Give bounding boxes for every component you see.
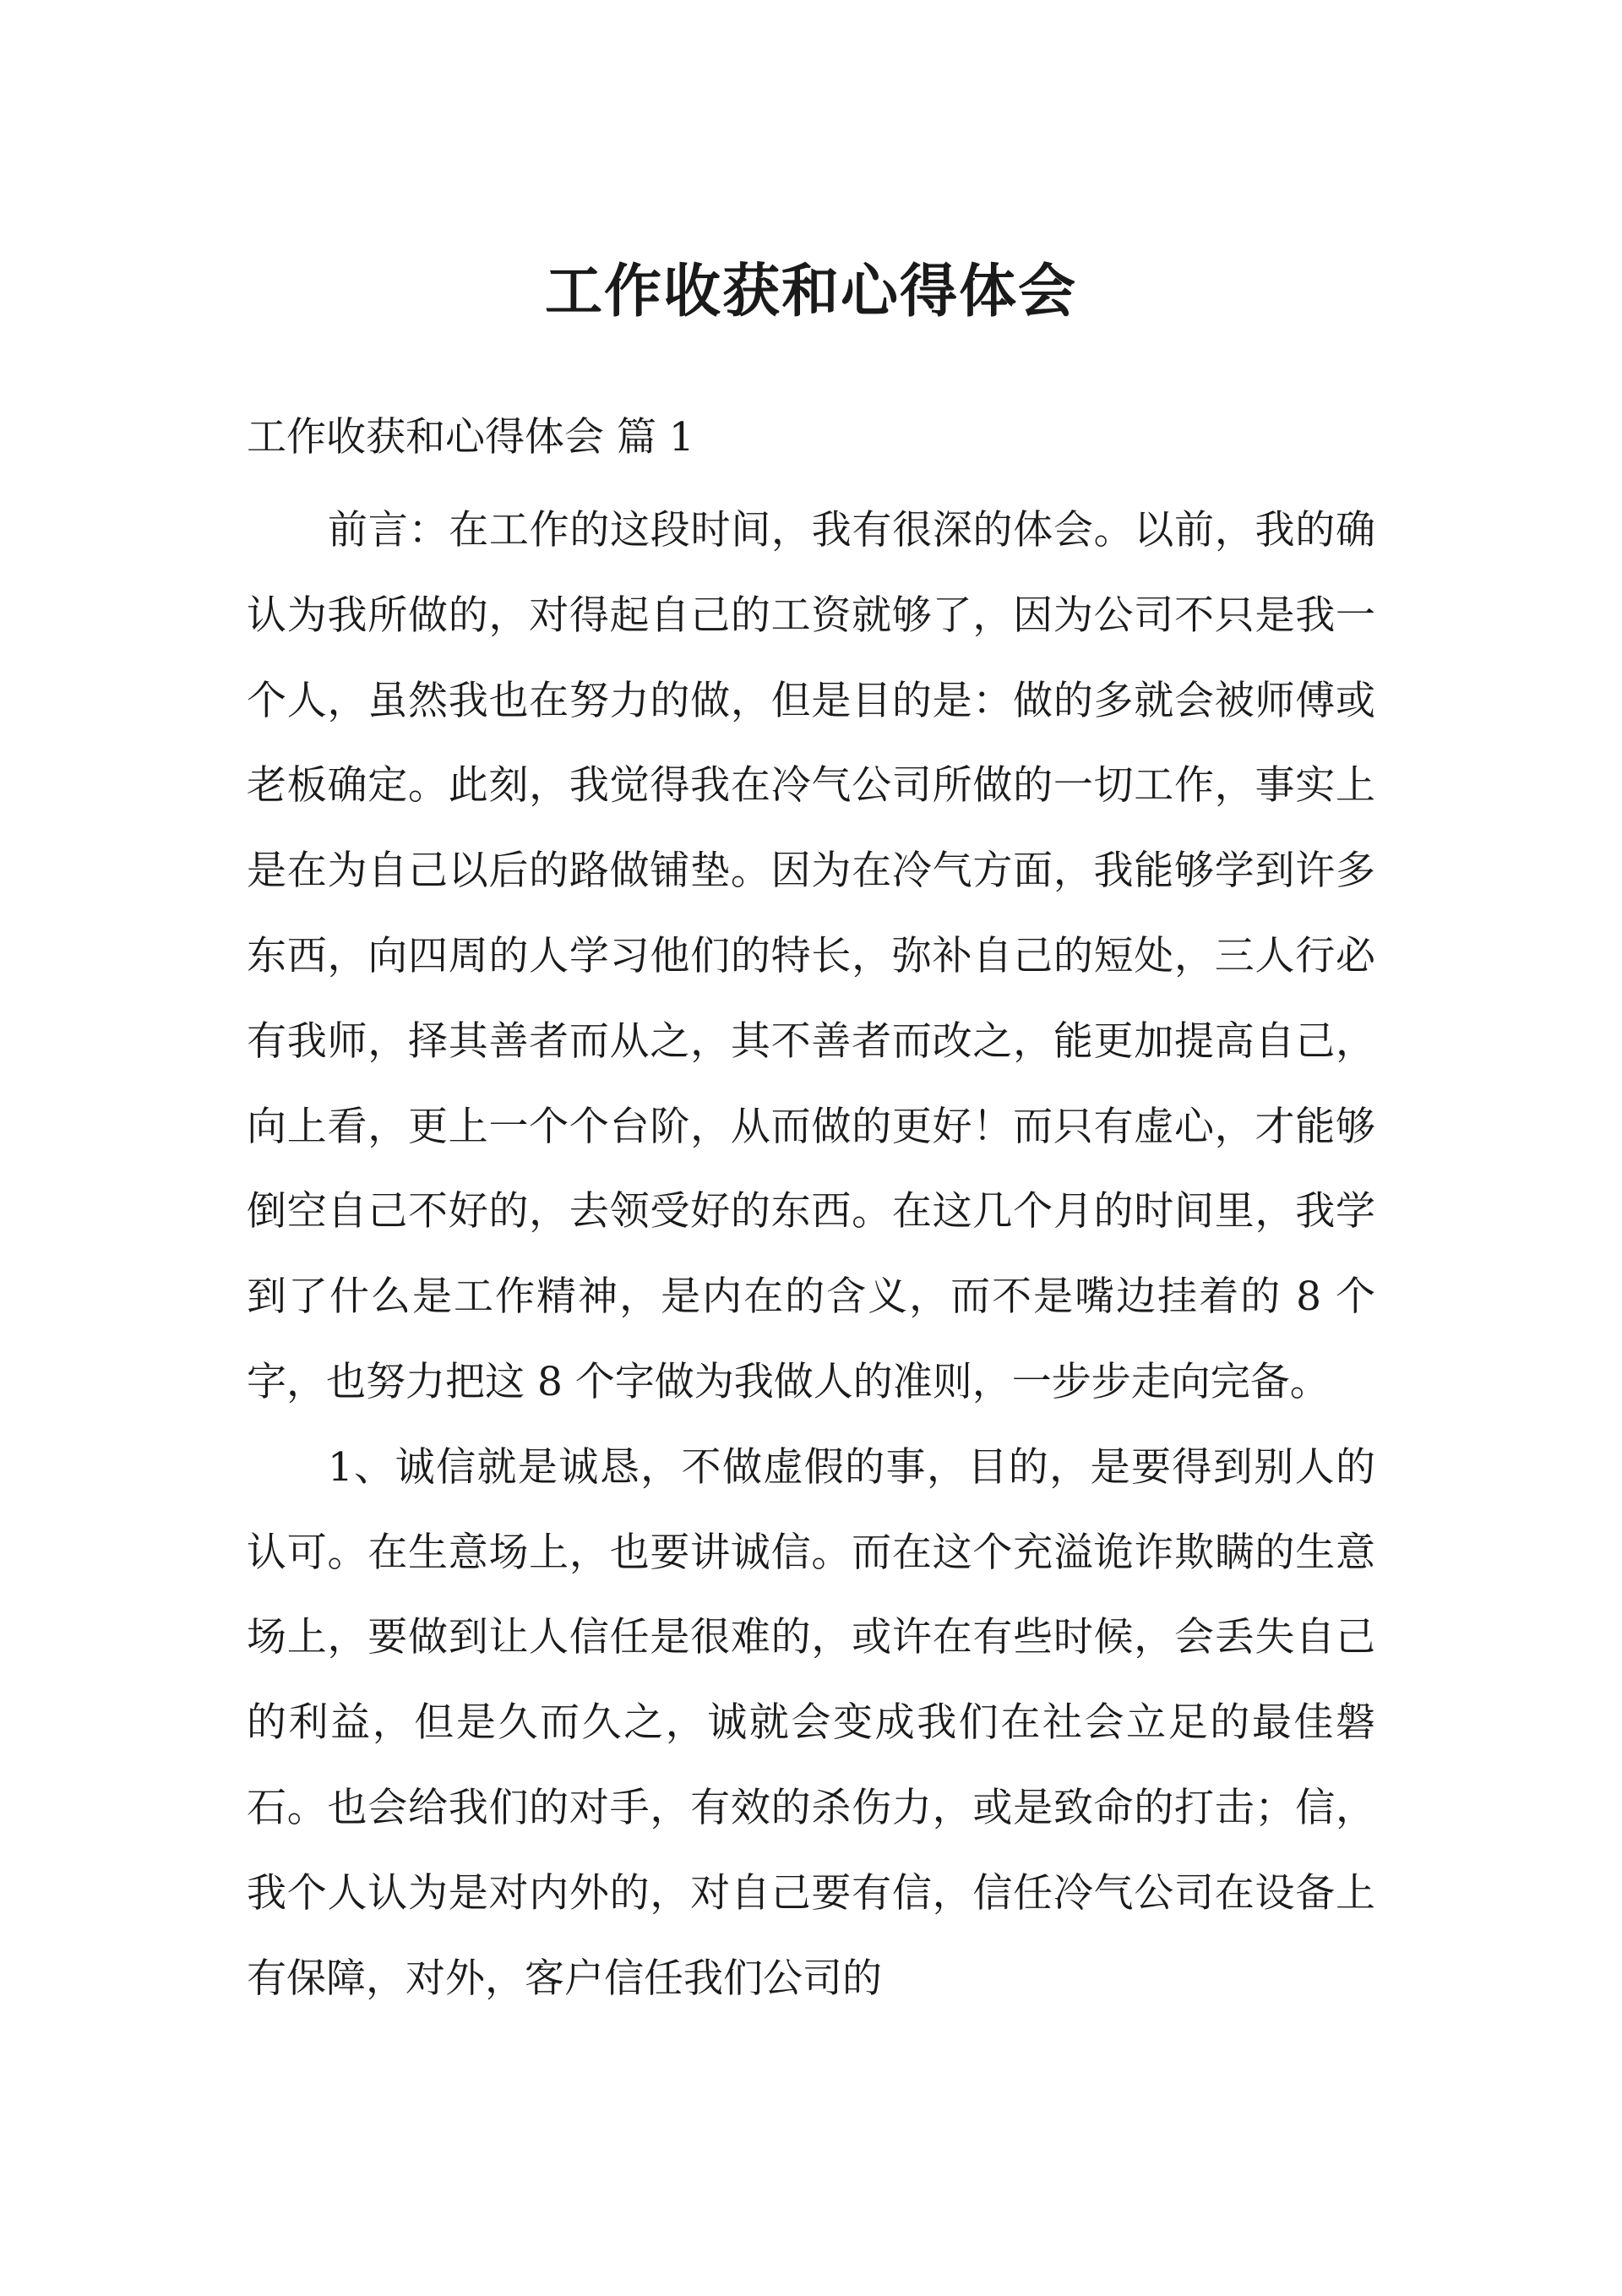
paragraph-preface: 前言：在工作的这段时间，我有很深的体会。以前，我的确认为我所做的，对得起自己的工资就够了，因为公司不只是我一个人，虽然我也在努力的做，但是目的是：做的多就会被师傅或老板确定。此刻，我觉得我在冷气公司所做的一切工作，事实上是在为自己以后的路做铺垫。因为在冷气方面，我能够学到许多东西，向四周的人学习他们的特长，弥补自己的短处，三人行必有我师，择其善者而从之，其不善者而改之，能更加提高自己，向上看，更上一个个台阶，从而做的更好！而只有虚心，才能够倒空自己不好的，去领受好的东西。在这几个月的时间里，我学到了什么是工作精神，是内在的含义，而不是嘴边挂着的 8 个字，也努力把这 8 个字做为我做人的准则，一步步走向完备。 xyxy=(247,507,1375,1405)
document-title: 工作收获和心得体会 xyxy=(544,258,1077,325)
section-heading: 工作收获和心得体会 篇 1 xyxy=(247,414,694,461)
document-body xyxy=(247,488,1375,2021)
paragraph-integrity: 1、诚信就是诚恳，不做虚假的事，目的，是要得到别人的认可。在生意场上，也要讲诚信。而在这个充溢诡诈欺瞒的生意场上，要做到让人信任是很难的，或许在有些时候，会丢失自己的利益，但是久而久之，诚就会变成我们在社会立足的最佳磐石。也会给我们的对手，有效的杀伤力，或是致命的打击；信，我个人认为是对内外的，对自己要有信，信任冷气公司在设备上有保障，对外，客户信任我们公司的 xyxy=(247,1443,1375,2002)
